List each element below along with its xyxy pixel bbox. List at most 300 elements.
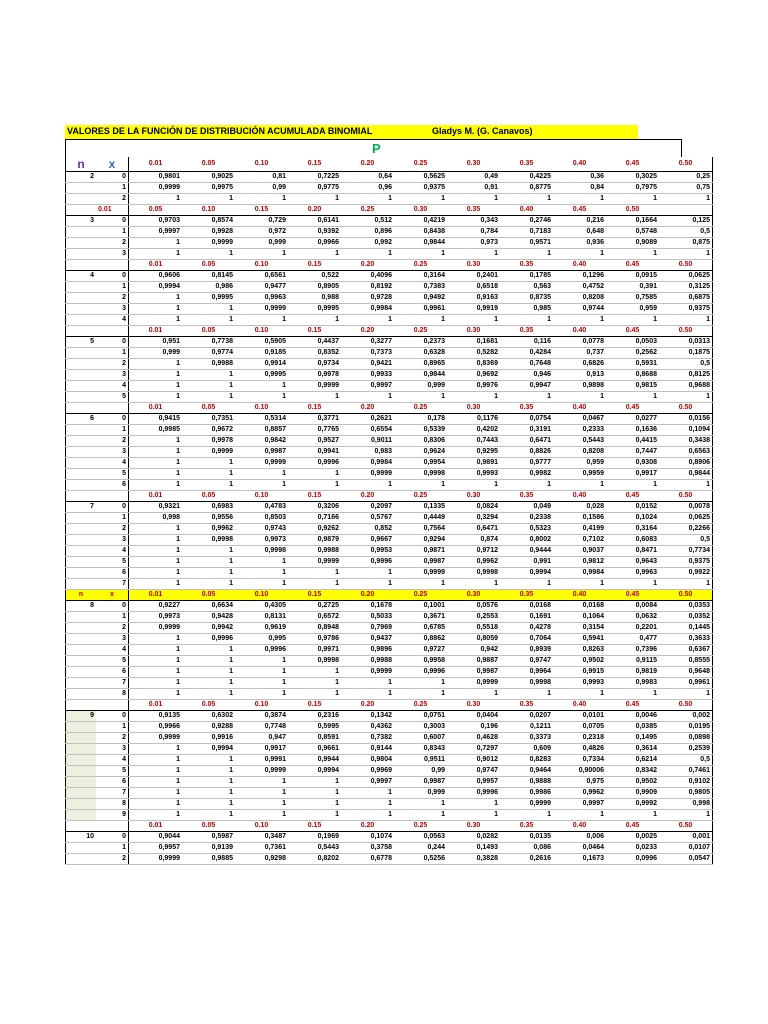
probability-cell: 0,0632	[606, 612, 659, 623]
x-value-cell: 4	[96, 546, 129, 557]
probability-cell: 1	[129, 557, 183, 568]
probability-cell: 0,8735	[500, 293, 553, 304]
probability-cell: 0,9987	[235, 447, 288, 458]
x-value-cell: 4	[96, 315, 129, 326]
probability-cell: 0,995	[235, 634, 288, 645]
p-value-header: 0.35	[500, 590, 553, 601]
probability-cell: 0,196	[447, 722, 500, 733]
probability-cell: 0,2553	[447, 612, 500, 623]
probability-cell: 1	[129, 568, 183, 579]
probability-cell: 0,0404	[447, 711, 500, 722]
n-value-cell	[66, 722, 97, 733]
probability-cell: 0,7351	[182, 414, 235, 425]
n-column-header: n	[66, 157, 97, 172]
n-value-cell	[66, 238, 97, 249]
n-value-cell: 4	[66, 271, 97, 282]
probability-cell: 0,3294	[447, 513, 500, 524]
table-row	[66, 414, 713, 425]
probability-cell: 1	[129, 678, 183, 689]
probability-cell: 0,946	[500, 370, 553, 381]
n-value-cell	[66, 689, 97, 700]
probability-cell: 0,951	[129, 337, 183, 348]
p-header-row	[65, 139, 682, 157]
n-value-cell	[66, 447, 97, 458]
x-value-cell: 0	[96, 337, 129, 348]
p-value-header: 0.40	[553, 260, 606, 271]
probability-cell: 1	[129, 447, 183, 458]
probability-cell: 0,975	[553, 777, 606, 788]
probability-cell: 1	[235, 480, 288, 491]
probability-cell: 0,3191	[500, 425, 553, 436]
probability-cell: 0,9962	[182, 524, 235, 535]
probability-cell: 0,729	[235, 216, 288, 227]
p-value-header: 0.30	[447, 157, 500, 172]
n-value-cell	[66, 348, 97, 359]
probability-cell: 0,4202	[447, 425, 500, 436]
probability-cell: 1	[182, 788, 235, 799]
probability-cell: 0,988	[288, 293, 341, 304]
probability-cell: 0,9415	[129, 414, 183, 425]
probability-cell: 0,9844	[394, 238, 447, 249]
probability-cell: 0,9421	[341, 359, 394, 370]
probability-cell: 0,3487	[235, 832, 288, 843]
probability-cell: 0,8906	[659, 458, 713, 469]
probability-cell: 1	[129, 436, 183, 447]
probability-cell: 0,9998	[182, 535, 235, 546]
p-value-header: 0.25	[394, 403, 447, 414]
probability-cell: 0,0464	[553, 843, 606, 854]
probability-cell: 1	[659, 579, 713, 590]
probability-cell: 0,6007	[394, 733, 447, 744]
probability-cell: 0,9999	[129, 854, 183, 865]
probability-cell: 1	[288, 480, 341, 491]
probability-cell: 1	[341, 579, 394, 590]
p-value-header: 0.45	[606, 157, 659, 172]
probability-cell: 0,959	[553, 458, 606, 469]
probability-cell: 0,9996	[394, 667, 447, 678]
probability-cell: 0,5931	[606, 359, 659, 370]
probability-cell: 0,7585	[606, 293, 659, 304]
probability-cell: 0,75	[659, 183, 713, 194]
x-value-cell: 2	[96, 359, 129, 370]
probability-cell: 0,9688	[659, 381, 713, 392]
probability-cell: 1	[394, 315, 447, 326]
probability-cell: 0,0152	[606, 502, 659, 513]
n-value-cell	[66, 282, 97, 293]
probability-cell: 0,4278	[500, 623, 553, 634]
probability-cell: 1	[129, 656, 183, 667]
probability-cell: 0,9624	[394, 447, 447, 458]
x-value-cell: 7	[96, 579, 129, 590]
probability-cell: 0,0352	[659, 612, 713, 623]
probability-cell: 0,9606	[129, 271, 183, 282]
probability-cell: 1	[235, 678, 288, 689]
probability-cell: 1	[447, 392, 500, 403]
probability-cell: 0,9844	[659, 469, 713, 480]
n-value-cell	[66, 568, 97, 579]
probability-cell: 0,9734	[288, 359, 341, 370]
probability-cell: 0,0778	[553, 337, 606, 348]
probability-cell: 1	[394, 480, 447, 491]
probability-cell: 0,8438	[394, 227, 447, 238]
probability-cell: 0,7748	[235, 722, 288, 733]
x-value-cell: 0	[96, 271, 129, 282]
probability-cell: 0,0168	[500, 601, 553, 612]
p-value-header: 0.10	[235, 403, 288, 414]
x-value-cell: 5	[96, 656, 129, 667]
x-value-cell: 6	[96, 777, 129, 788]
probability-cell: 0,992	[341, 238, 394, 249]
probability-cell: 0,3373	[500, 733, 553, 744]
probability-cell: 0,91	[447, 183, 500, 194]
probability-cell: 0,7765	[288, 425, 341, 436]
probability-cell: 0,2373	[394, 337, 447, 348]
probability-cell: 0,8208	[553, 293, 606, 304]
probability-cell: 1	[288, 392, 341, 403]
probability-cell: 0,9963	[235, 293, 288, 304]
probability-cell: 0,9999	[182, 447, 235, 458]
probability-cell: 0,874	[447, 535, 500, 546]
table-row	[66, 832, 713, 843]
probability-cell: 0,0751	[394, 711, 447, 722]
probability-cell: 0,2316	[288, 711, 341, 722]
probability-cell: 0,9805	[659, 788, 713, 799]
p-value-header: 0.35	[500, 260, 553, 271]
table-row	[66, 370, 713, 381]
probability-cell: 0,9308	[606, 458, 659, 469]
probability-cell: 0,6983	[182, 502, 235, 513]
probability-cell: 1	[182, 579, 235, 590]
probability-cell: 0,049	[500, 502, 553, 513]
probability-cell: 1	[182, 799, 235, 810]
probability-cell: 0,9995	[288, 304, 341, 315]
p-value-header: 0.30	[447, 491, 500, 502]
x-value-cell: 2	[96, 524, 129, 535]
probability-cell: 0,6302	[182, 711, 235, 722]
table-row	[66, 271, 713, 282]
binomial-table	[65, 157, 713, 865]
probability-cell: 0,1493	[447, 843, 500, 854]
probability-cell: 0,0156	[659, 414, 713, 425]
x-value-cell: 2	[96, 436, 129, 447]
p-value-header: 0.35	[447, 205, 500, 216]
table-row	[66, 447, 713, 458]
p-value-header: 0.20	[341, 157, 394, 172]
x-value-cell: 5	[96, 557, 129, 568]
x-value-cell: 6	[96, 568, 129, 579]
probability-cell: 1	[182, 678, 235, 689]
n-column-blank	[66, 491, 97, 502]
table-row	[66, 183, 713, 194]
x-column-blank	[96, 326, 129, 337]
probability-cell: 1	[606, 689, 659, 700]
probability-cell: 0,9227	[129, 601, 183, 612]
n-column-blank	[66, 403, 97, 414]
probability-cell: 1	[235, 788, 288, 799]
probability-cell: 0,9959	[553, 469, 606, 480]
x-value-cell: 5	[96, 469, 129, 480]
probability-cell: 1	[500, 480, 553, 491]
probability-cell: 1	[235, 568, 288, 579]
table-row	[66, 557, 713, 568]
n-value-cell	[66, 854, 97, 865]
probability-cell: 1	[659, 392, 713, 403]
probability-cell: 0,8555	[659, 656, 713, 667]
p-value-header: 0.50	[659, 590, 713, 601]
table-row	[66, 425, 713, 436]
probability-cell: 0,477	[606, 634, 659, 645]
table-row	[66, 568, 713, 579]
probability-cell: 0,9915	[553, 667, 606, 678]
probability-cell: 0,006	[553, 832, 606, 843]
p-value-header: 0.15	[288, 403, 341, 414]
probability-cell: 0,9966	[288, 238, 341, 249]
n-value-cell	[66, 799, 97, 810]
probability-cell: 0,9961	[659, 678, 713, 689]
probability-cell: 0,8905	[288, 282, 341, 293]
probability-cell: 0,3164	[394, 271, 447, 282]
n-value-cell: 5	[66, 337, 97, 348]
x-value-cell: 1	[96, 513, 129, 524]
probability-cell: 0,9997	[129, 227, 183, 238]
probability-cell: 1	[394, 678, 447, 689]
probability-cell: 0,9511	[394, 755, 447, 766]
probability-cell: 1	[659, 810, 713, 821]
probability-cell: 0,5323	[500, 524, 553, 535]
probability-cell: 1	[341, 788, 394, 799]
x-value-cell: 4	[96, 381, 129, 392]
probability-cell: 0,9986	[500, 788, 553, 799]
probability-cell: 1	[553, 810, 606, 821]
binomial-table-sheet	[65, 125, 710, 865]
probability-cell: 1	[235, 799, 288, 810]
n-value-cell	[66, 293, 97, 304]
probability-cell: 0,7648	[500, 359, 553, 370]
n-value-cell: 7	[66, 502, 97, 513]
probability-cell: 0,985	[500, 304, 553, 315]
probability-cell: 0,7361	[235, 843, 288, 854]
probability-cell: 0,9973	[129, 612, 183, 623]
probability-cell: 0,8503	[235, 513, 288, 524]
probability-cell: 0,998	[659, 799, 713, 810]
p-value-header: 0.25	[394, 491, 447, 502]
x-value-cell: 0	[96, 711, 129, 722]
probability-cell: 1	[288, 799, 341, 810]
probability-cell: 0,3206	[288, 502, 341, 513]
probability-cell: 0,999	[394, 788, 447, 799]
probability-cell: 0,1176	[447, 414, 500, 425]
probability-cell: 0,9999	[394, 568, 447, 579]
probability-cell: 0,5	[659, 755, 713, 766]
probability-cell: 0,1211	[500, 722, 553, 733]
probability-cell: 0,9987	[394, 777, 447, 788]
p-value-header: 0.10	[235, 491, 288, 502]
probability-cell: 0,0705	[553, 722, 606, 733]
probability-cell: 0,9727	[394, 645, 447, 656]
probability-cell: 0,9747	[447, 766, 500, 777]
probability-cell: 0,9804	[341, 755, 394, 766]
probability-cell: 1	[182, 392, 235, 403]
x-value-cell: 0	[96, 172, 129, 183]
probability-cell: 0,9888	[500, 777, 553, 788]
table-row	[66, 634, 713, 645]
n-column-blank	[66, 700, 97, 711]
probability-cell: 1	[341, 194, 394, 205]
probability-cell: 0,9953	[341, 546, 394, 557]
probability-cell: 0,9983	[606, 678, 659, 689]
n-value-cell	[66, 755, 97, 766]
probability-cell: 1	[182, 480, 235, 491]
x-value-cell: 3	[96, 535, 129, 546]
p-value-header: 0.20	[341, 491, 394, 502]
probability-cell: 0,7461	[659, 766, 713, 777]
p-value-header: 0.50	[659, 403, 713, 414]
probability-cell: 0,9957	[129, 843, 183, 854]
probability-cell: 0,8826	[500, 447, 553, 458]
table-row	[66, 238, 713, 249]
probability-cell: 0,9089	[606, 238, 659, 249]
probability-cell: 0,8352	[288, 348, 341, 359]
table-row	[66, 733, 713, 744]
table-row	[66, 810, 713, 821]
probability-cell: 0,2338	[500, 513, 553, 524]
probability-cell: 0,0046	[606, 711, 659, 722]
n-value-cell	[66, 623, 97, 634]
probability-cell: 0,9999	[341, 469, 394, 480]
probability-cell: 0,4628	[447, 733, 500, 744]
probability-cell: 0,6518	[447, 282, 500, 293]
p-value-header: 0.30	[447, 821, 500, 832]
probability-cell: 1	[129, 766, 183, 777]
probability-cell: 0,9703	[129, 216, 183, 227]
n-value-cell	[66, 370, 97, 381]
p-value-header: 0.05	[182, 821, 235, 832]
n-value-cell: 10	[66, 832, 97, 843]
n-value-cell: 2	[66, 172, 97, 183]
probability-cell: 0,9786	[288, 634, 341, 645]
n-value-cell	[66, 183, 97, 194]
probability-cell: 0,4752	[553, 282, 606, 293]
n-value-cell	[66, 381, 97, 392]
p-value-header: 0.01	[129, 821, 183, 832]
probability-cell: 0,9437	[341, 634, 394, 645]
probability-cell: 0,0233	[606, 843, 659, 854]
probability-cell: 1	[288, 568, 341, 579]
probability-cell: 0,9298	[235, 854, 288, 865]
probability-cell: 1	[182, 557, 235, 568]
probability-cell: 0,8591	[288, 733, 341, 744]
probability-cell: 0,64	[341, 172, 394, 183]
probability-cell: 0,9896	[341, 645, 394, 656]
probability-cell: 0,9984	[341, 458, 394, 469]
probability-cell: 0,9988	[182, 359, 235, 370]
probability-cell: 1	[553, 249, 606, 260]
probability-cell: 0,1094	[659, 425, 713, 436]
probability-cell: 0,0898	[659, 733, 713, 744]
probability-cell: 0,1875	[659, 348, 713, 359]
probability-cell: 0,0996	[606, 854, 659, 865]
p-value-header: 0.40	[553, 326, 606, 337]
probability-cell: 1	[447, 194, 500, 205]
probability-cell: 0,9502	[606, 777, 659, 788]
probability-cell: 0,9747	[500, 656, 553, 667]
probability-cell: 1	[129, 469, 183, 480]
probability-cell: 0,7166	[288, 513, 341, 524]
probability-cell: 0,9978	[288, 370, 341, 381]
table-row	[66, 480, 713, 491]
probability-cell: 0,0277	[606, 414, 659, 425]
probability-cell: 0,512	[341, 216, 394, 227]
probability-cell: 0,9933	[341, 370, 394, 381]
x-value-cell: 0	[96, 216, 129, 227]
probability-cell: 0,244	[394, 843, 447, 854]
table-row	[66, 755, 713, 766]
probability-cell: 1	[606, 480, 659, 491]
probability-cell: 1	[288, 469, 341, 480]
p-value-header: 0.50	[659, 326, 713, 337]
probability-cell: 1	[182, 381, 235, 392]
table-row	[66, 766, 713, 777]
probability-cell: 1	[447, 799, 500, 810]
probability-cell: 0,9667	[341, 535, 394, 546]
p-value-header: 0.05	[182, 700, 235, 711]
n-value-cell	[66, 392, 97, 403]
probability-cell: 0,7382	[341, 733, 394, 744]
probability-cell: 0,5282	[447, 348, 500, 359]
probability-cell: 1	[288, 689, 341, 700]
p-value-header: 0.05	[129, 205, 183, 216]
probability-cell: 0,1024	[606, 513, 659, 524]
p-value-header: 0.40	[553, 700, 606, 711]
p-value-header: 0.45	[606, 403, 659, 414]
probability-cell: 1	[235, 249, 288, 260]
x-value-cell: 1	[96, 612, 129, 623]
p-value-header: 0.15	[288, 157, 341, 172]
probability-cell: 1	[182, 304, 235, 315]
probability-cell: 0,998	[129, 513, 183, 524]
p-value-header: 0.15	[235, 205, 288, 216]
probability-cell: 0,8131	[235, 612, 288, 623]
n-column-blank	[66, 821, 97, 832]
probability-cell: 0,5987	[182, 832, 235, 843]
p-value-header: 0.10	[235, 821, 288, 832]
probability-cell: 1	[288, 579, 341, 590]
p-value-header: 0.40	[553, 821, 606, 832]
probability-cell: 0,972	[235, 227, 288, 238]
probability-cell: 0,1064	[553, 612, 606, 623]
probability-cell: 0,9999	[288, 381, 341, 392]
probability-cell: 1	[129, 799, 183, 810]
probability-cell: 0,6471	[500, 436, 553, 447]
p-value-header: 0.30	[447, 590, 500, 601]
probability-cell: 0,9885	[182, 854, 235, 865]
probability-cell: 0,9994	[288, 766, 341, 777]
probability-cell: 1	[129, 788, 183, 799]
probability-cell: 1	[500, 249, 553, 260]
p-header-row	[66, 326, 713, 337]
probability-cell: 0,1001	[394, 601, 447, 612]
table-row	[66, 722, 713, 733]
probability-cell: 0,7102	[553, 535, 606, 546]
table-row	[66, 601, 713, 612]
probability-cell: 0,216	[553, 216, 606, 227]
probability-cell: 1	[606, 392, 659, 403]
title-bar	[65, 125, 682, 139]
probability-cell: 0,9961	[394, 304, 447, 315]
probability-cell: 0,9185	[235, 348, 288, 359]
probability-cell: 0,125	[659, 216, 713, 227]
probability-cell: 1	[129, 755, 183, 766]
